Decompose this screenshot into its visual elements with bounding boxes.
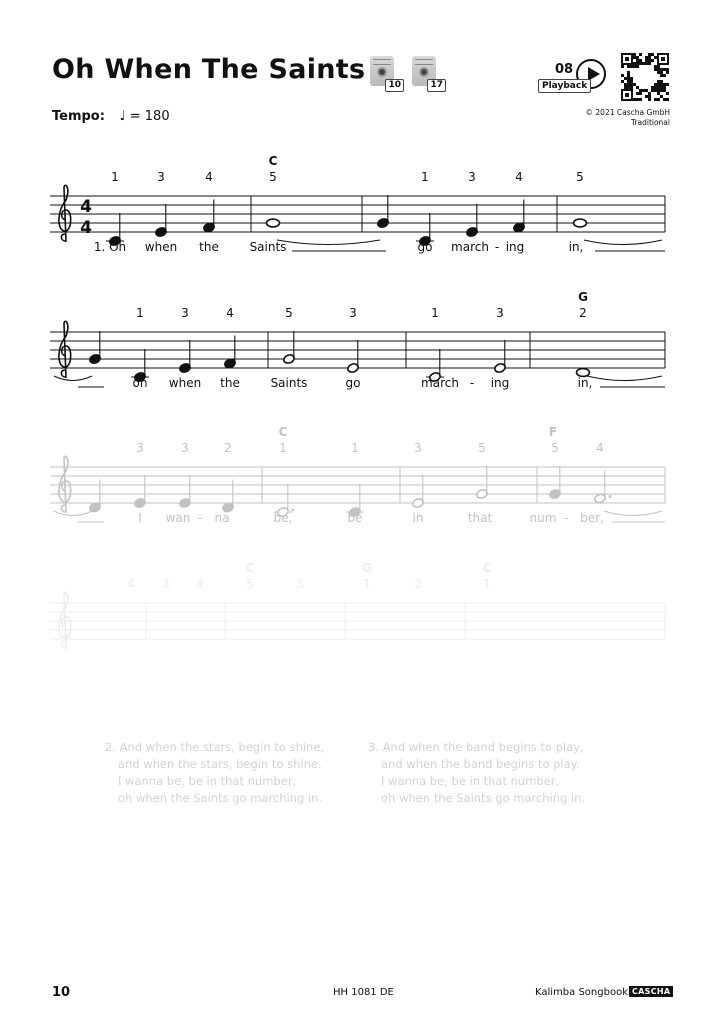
tab-number: 4	[196, 577, 204, 591]
note-E4	[347, 340, 360, 374]
note-G4	[377, 195, 390, 229]
verse-3	[368, 739, 585, 807]
lyric-syllable: ber,	[580, 511, 604, 525]
tie	[277, 240, 380, 245]
tie	[587, 376, 662, 381]
verse-line: and when the stars, begin to shine.	[118, 757, 322, 771]
lyric-syllable: -	[469, 376, 475, 390]
tab-number: 5	[576, 170, 584, 184]
lyric-syllable: na	[214, 511, 230, 525]
tie	[604, 511, 662, 516]
lyric-syllable: ing	[490, 376, 510, 390]
lyric-syllable: the	[199, 240, 219, 254]
playback-button[interactable]: Playback	[538, 79, 591, 93]
time-signature-bottom: 4	[80, 218, 92, 238]
copyright-text: © 2021 Cascha GmbH	[585, 108, 670, 117]
verse-line: oh when the Saints go marching in.	[118, 791, 323, 805]
tab-number: 2	[224, 441, 232, 455]
lyric-syllable: Saints	[270, 376, 308, 390]
tab-number: 1	[111, 170, 119, 184]
note-D4	[222, 480, 235, 514]
tab-number: 1	[279, 441, 287, 455]
tab-number: 1	[363, 577, 371, 591]
track-number: 08	[555, 62, 574, 77]
note-F4	[594, 471, 612, 505]
verse-line: and when the band begins to play.	[381, 757, 580, 771]
note-head	[574, 219, 587, 227]
tab-number: 1	[431, 306, 439, 320]
lyric-syllable: num	[529, 511, 557, 525]
tab-number: 3	[414, 441, 422, 455]
kalimba-badge: 17	[427, 79, 446, 92]
tab-number: 3	[181, 441, 189, 455]
note-G4	[549, 466, 562, 500]
note-G4	[283, 331, 296, 365]
tab-number: 4	[226, 306, 234, 320]
verse-line: oh when the Saints go marching in.	[381, 791, 586, 805]
tab-number: 4	[515, 170, 523, 184]
note-E4	[155, 204, 168, 238]
time-signature-top: 4	[80, 197, 92, 217]
verse-line: 2. And when the stars, begin to shine,	[105, 740, 325, 754]
note-E4	[179, 475, 192, 509]
tab-number: 4	[596, 441, 604, 455]
tab-number: 4	[205, 170, 213, 184]
note-head	[267, 219, 280, 227]
tempo-bpm: = 180	[129, 109, 170, 124]
lyric-syllable: when	[144, 240, 178, 254]
tab-number: 3	[157, 170, 165, 184]
tab-number: 3	[349, 306, 357, 320]
song-title: Oh When The Saints	[52, 54, 366, 85]
note-E4	[179, 340, 192, 374]
verse-line: 3. And when the band begins to play,	[368, 740, 584, 754]
lyric-syllable: be,	[273, 511, 293, 525]
lyric-syllable: oh	[132, 376, 148, 390]
note-E4	[494, 340, 507, 374]
lyric-syllable: Saints	[249, 240, 287, 254]
tab-number: 3	[181, 306, 189, 320]
verse-line: I wanna be, be in that number,	[381, 774, 560, 788]
tie	[54, 376, 92, 381]
staff-system-4	[50, 592, 665, 649]
note-F4	[513, 200, 526, 234]
kalimba-badge: 10	[385, 79, 404, 92]
chord-label: C	[278, 425, 288, 439]
tab-number: 3	[162, 577, 170, 591]
tab-number: 5	[269, 170, 277, 184]
lyric-syllable: -	[494, 240, 500, 254]
lyric-syllable: wan	[165, 511, 191, 525]
tab-number: 1	[136, 306, 144, 320]
catalog-code: HH 1081 DE	[333, 987, 394, 998]
lyric-syllable: I	[138, 511, 142, 525]
lyric-syllable: go	[417, 240, 433, 254]
chord-label: C	[268, 154, 278, 168]
tab-number: 5	[478, 441, 486, 455]
note-E4	[412, 475, 425, 509]
note-dot	[609, 495, 612, 498]
note-E4	[466, 204, 479, 238]
lyric-syllable: ing	[505, 240, 525, 254]
lyric-syllable: be	[347, 511, 363, 525]
lyric-syllable: 1. Oh	[93, 240, 127, 254]
lyric-syllable: when	[168, 376, 202, 390]
tab-number: 3	[468, 170, 476, 184]
tie	[584, 240, 662, 245]
chord-label: F	[548, 425, 558, 439]
note-G4	[89, 331, 102, 365]
tab-number: 5	[551, 441, 559, 455]
tab-number: 2	[579, 306, 587, 320]
tab-number: 3	[496, 306, 504, 320]
chord-label: C	[482, 561, 492, 575]
lyric-syllable: march	[451, 240, 489, 254]
lyric-syllable: in,	[568, 240, 584, 254]
tab-number: 1	[421, 170, 429, 184]
note-G4	[574, 219, 587, 227]
lyric-syllable: go	[345, 376, 361, 390]
lyric-syllable: march	[421, 376, 459, 390]
tab-number: 3	[296, 577, 304, 591]
tie	[54, 511, 92, 516]
tab-number: 1	[483, 577, 491, 591]
note-G4	[476, 466, 489, 500]
lyric-syllable: -	[563, 511, 569, 525]
chord-label: C	[245, 561, 255, 575]
lyric-syllable: that	[467, 511, 493, 525]
lyric-syllable: the	[220, 376, 240, 390]
note-E4	[134, 475, 147, 509]
note-F4	[203, 200, 216, 234]
tempo-label: Tempo:	[52, 109, 105, 124]
lyric-syllable: -	[197, 511, 203, 525]
note-D4	[89, 480, 102, 514]
tab-number: 4	[127, 577, 135, 591]
tab-number: 5	[246, 577, 254, 591]
verse-line: I wanna be, be in that number,	[118, 774, 297, 788]
tab-number: 2	[414, 577, 422, 591]
quarter-note-icon: ♩	[119, 109, 126, 124]
note-G4	[267, 219, 280, 227]
lyric-syllable: in	[412, 511, 424, 525]
chord-label: G	[578, 290, 588, 304]
lyric-syllable: in,	[577, 376, 593, 390]
tab-number: 5	[285, 306, 293, 320]
credit-text: Traditional	[630, 118, 670, 127]
book-title: Kalimba Songbook	[535, 987, 628, 998]
tab-number: 3	[136, 441, 144, 455]
verse-2	[105, 739, 324, 807]
tab-number: 1	[351, 441, 359, 455]
chord-label: G	[362, 561, 372, 575]
note-F4	[224, 336, 237, 370]
page-number: 10	[52, 985, 71, 1000]
publisher-logo: CASCHA	[629, 986, 673, 997]
